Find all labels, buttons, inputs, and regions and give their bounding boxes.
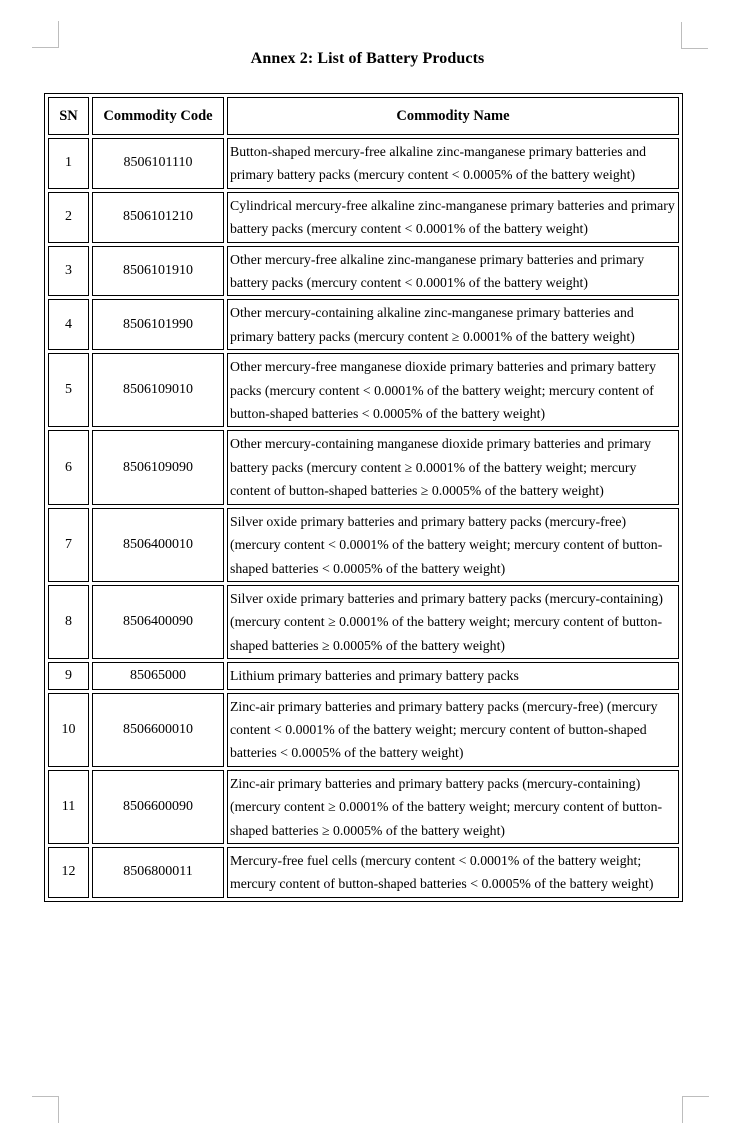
table-row [48,192,679,243]
table-row [48,508,679,582]
crop-mark-top-right [681,22,708,49]
commodity-code-cell: 8506109090 [92,430,224,504]
commodity-code-cell: 8506109010 [92,353,224,427]
commodity-name-cell: Other mercury-containing manganese dioxide primary batteries and primary battery packs (mercury content ≥ 0.0001% of the battery weight; mercury content of button-shaped batteries ≥ 0.0005% of the battery weight) [227,430,679,504]
column-header-commodity-code: Commodity Code [92,97,224,135]
commodity-code-cell: 85065000 [92,662,224,689]
table-row [48,847,679,898]
table-row [48,430,679,504]
sn-cell: 10 [48,693,89,767]
sn-cell: 5 [48,353,89,427]
commodity-name-cell: Other mercury-free alkaline zinc-manganese primary batteries and primary battery packs (mercury content < 0.0001% of the battery weight) [227,246,679,297]
sn-cell: 2 [48,192,89,243]
table-body [48,138,679,898]
commodity-name-cell: Zinc-air primary batteries and primary battery packs (mercury-free) (mercury content < 0.0001% of the battery weight; mercury content of button-shaped batteries < 0.0005% of the battery weight) [227,693,679,767]
document-title: Annex 2: List of Battery Products [250,50,485,67]
column-header-commodity-name: Commodity Name [227,97,679,135]
sn-cell: 3 [48,246,89,297]
sn-cell: 9 [48,662,89,689]
commodity-name-cell: Zinc-air primary batteries and primary battery packs (mercury-containing) (mercury content ≥ 0.0001% of the battery weight; mercury content of button-shaped batteries ≥ 0.0005% of the battery weight) [227,770,679,844]
sn-cell: 12 [48,847,89,898]
sn-cell: 6 [48,430,89,504]
commodity-code-cell: 8506400010 [92,508,224,582]
commodity-name-cell: Other mercury-containing alkaline zinc-manganese primary batteries and primary battery packs (mercury content ≥ 0.0001% of the battery weight) [227,299,679,350]
commodity-name-cell: Mercury-free fuel cells (mercury content < 0.0001% of the battery weight; mercury content of button-shaped batteries < 0.0005% of the battery weight) [227,847,679,898]
commodity-name-cell: Other mercury-free manganese dioxide primary batteries and primary battery packs (mercury content < 0.0001% of the battery weight; mercury content of button-shaped batteries < 0.0005% of the battery weight) [227,353,679,427]
commodity-code-cell: 8506101210 [92,192,224,243]
commodity-code-cell: 8506101910 [92,246,224,297]
table-row [48,299,679,350]
commodity-name-cell: Button-shaped mercury-free alkaline zinc-manganese primary batteries and primary battery packs (mercury content < 0.0005% of the battery weight) [227,138,679,189]
header-row [48,97,679,135]
sn-cell: 11 [48,770,89,844]
battery-products-table [44,93,683,902]
sn-cell: 8 [48,585,89,659]
table-row [48,246,679,297]
commodity-code-cell: 8506101110 [92,138,224,189]
table-row [48,662,679,689]
commodity-code-cell: 8506600010 [92,693,224,767]
table-row [48,138,679,189]
sn-cell: 7 [48,508,89,582]
commodity-code-cell: 8506800011 [92,847,224,898]
crop-mark-bottom-left [32,1096,59,1123]
commodity-code-cell: 8506600090 [92,770,224,844]
commodity-name-cell: Cylindrical mercury-free alkaline zinc-manganese primary batteries and primary battery packs (mercury content < 0.0001% of the battery weight) [227,192,679,243]
table-row [48,585,679,659]
commodity-name-cell: Silver oxide primary batteries and primary battery packs (mercury-containing) (mercury content ≥ 0.0001% of the battery weight; mercury content of button-shaped batteries ≥ 0.0005% of the battery weight) [227,585,679,659]
crop-mark-bottom-right [682,1096,709,1123]
commodity-name-cell: Lithium primary batteries and primary battery packs [227,662,679,689]
sn-cell: 4 [48,299,89,350]
commodity-name-cell: Silver oxide primary batteries and primary battery packs (mercury-free) (mercury content < 0.0001% of the battery weight; mercury content of button-shaped batteries < 0.0005% of the battery weight) [227,508,679,582]
table-row [48,353,679,427]
table-row [48,693,679,767]
table-row [48,770,679,844]
sn-cell: 1 [48,138,89,189]
crop-mark-top-left [32,21,59,48]
commodity-code-cell: 8506400090 [92,585,224,659]
column-header-sn: SN [48,97,89,135]
commodity-code-cell: 8506101990 [92,299,224,350]
